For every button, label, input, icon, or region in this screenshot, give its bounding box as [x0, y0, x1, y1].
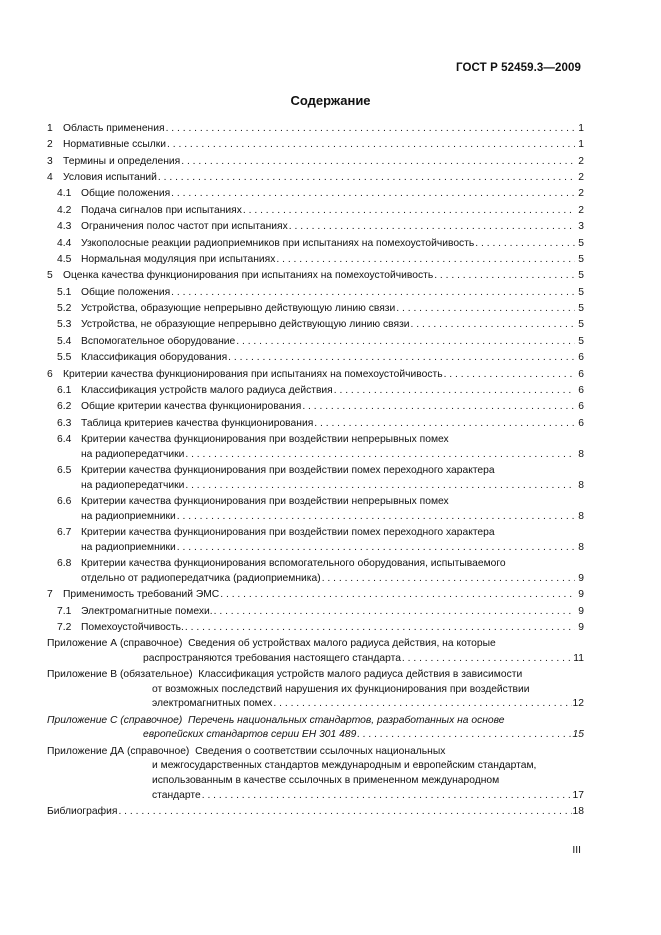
toc-entry-title: Нормальная модуляция при испытаниях	[81, 253, 276, 265]
toc-entry-title-cont: на радиоприемники	[81, 541, 176, 553]
appendix-title: электромагнитных помех	[152, 698, 273, 710]
toc-entry[interactable]	[47, 368, 584, 383]
toc-entry-page: 2	[578, 204, 584, 216]
toc-leader-dots	[302, 400, 575, 415]
toc-entry-title: Общие положения	[81, 286, 171, 298]
appendix-entry[interactable]	[47, 668, 584, 712]
appendix-title-cont	[47, 728, 584, 743]
toc-entry-number: 4.1	[57, 188, 72, 200]
toc-entry-title-cont: на радиопередатчики	[81, 448, 185, 460]
toc-entry[interactable]	[47, 187, 584, 202]
toc-entry-title: Таблица критериев качества функционирования	[81, 417, 314, 429]
toc-entry[interactable]	[47, 286, 584, 301]
toc-entry-title: Классификация оборудования	[81, 352, 228, 364]
toc-entry-page: 2	[578, 171, 584, 183]
appendix-label: Приложение ДА (справочное)	[47, 745, 196, 757]
bibliography-page: 18	[572, 806, 584, 818]
toc-entry-title: Оценка качества функционирования при испытаниях на помехоустойчивость	[63, 270, 434, 282]
toc-leader-dots	[202, 789, 572, 804]
appendix-title: и межгосударственных стандартов международным и европейским стандартам,	[152, 760, 537, 772]
appendix-title-cont	[47, 652, 584, 667]
toc-entry-number: 5.2	[57, 303, 72, 315]
appendix-title: Сведения о соответствии ссылочных национальных	[195, 745, 446, 757]
appendix-page: 12	[572, 698, 584, 710]
toc-entry[interactable]	[47, 464, 584, 479]
toc-entry-number: 2	[47, 139, 53, 151]
toc-entry-page: 6	[578, 401, 584, 413]
toc-leader-dots	[334, 384, 575, 399]
toc-entry-title: Общие положения	[81, 188, 171, 200]
toc-entry-page: 5	[578, 237, 584, 249]
toc-entry-number: 4.2	[57, 204, 72, 216]
toc-entry-number: 6.6	[57, 496, 72, 508]
toc-entry-title: Термины и определения	[63, 155, 181, 167]
toc-entry-page: 8	[578, 541, 584, 553]
toc-leader-dots	[434, 269, 575, 284]
bibliography-title: Библиография	[47, 806, 118, 818]
appendix-page: 11	[573, 652, 584, 664]
appendix-title-cont	[47, 697, 584, 712]
appendix-page: 15	[572, 729, 584, 741]
toc-entry-number: 5.3	[57, 319, 72, 331]
toc-entry-page: 8	[578, 448, 584, 460]
toc-entry[interactable]	[47, 557, 584, 572]
toc-leader-dots	[171, 187, 575, 202]
toc-entry-number: 5	[47, 270, 53, 282]
toc-entry-page: 6	[578, 385, 584, 397]
toc-entry-title: Область применения	[63, 122, 165, 134]
toc-leader-dots	[166, 122, 575, 137]
toc-entry[interactable]	[47, 335, 584, 350]
toc-entry[interactable]	[47, 220, 584, 235]
toc-entry[interactable]	[47, 138, 584, 153]
page-title: Содержание	[290, 93, 371, 108]
appendix-label: Приложение С (справочное)	[47, 714, 189, 726]
appendix-entry[interactable]	[47, 714, 584, 743]
toc-entry-page: 5	[578, 286, 584, 298]
toc-entry-title: Электромагнитные помехи.	[81, 605, 213, 617]
appendix-label: Приложение А (справочное)	[47, 638, 189, 650]
appendix-title-line	[47, 637, 584, 652]
toc-leader-dots	[444, 368, 575, 383]
toc-entry-number: 6.4	[57, 434, 72, 446]
toc-entry[interactable]	[47, 605, 584, 620]
toc-entry-title: Устройства, не образующие непрерывно действующую линию связи	[81, 319, 410, 331]
appendix-title: распространяются требования настоящего стандарта	[143, 652, 401, 664]
toc-entry-page: 9	[578, 621, 584, 633]
toc-entry[interactable]	[47, 400, 584, 415]
toc-entry[interactable]	[47, 237, 584, 252]
toc-entry-title: Применимость требований ЭМС	[63, 589, 220, 601]
appendix-title: стандарте	[152, 789, 201, 801]
toc-entry-number: 4.4	[57, 237, 72, 249]
toc-entry-page: 3	[578, 221, 584, 233]
toc-leader-dots	[322, 572, 575, 587]
toc-entry-title: Помехоустойчивость.	[81, 621, 184, 633]
toc-leader-dots	[214, 605, 575, 620]
appendix-title-line	[47, 668, 584, 683]
toc-leader-dots	[228, 351, 575, 366]
table-of-contents	[47, 120, 584, 820]
toc-entry[interactable]	[47, 417, 584, 432]
toc-entry-number: 7	[47, 589, 53, 601]
toc-entry-title: Узкополосные реакции радиоприемников при испытаниях на помехоустойчивость	[81, 237, 475, 249]
toc-entry-page: 6	[578, 368, 584, 380]
toc-entry-page: 2	[578, 188, 584, 200]
toc-entry[interactable]	[47, 155, 584, 170]
toc-entry-number: 5.1	[57, 286, 72, 298]
toc-entry-title: Критерии качества функционирования вспомогательного оборудования, испытываемого	[81, 558, 506, 570]
toc-leader-dots	[243, 204, 575, 219]
toc-leader-dots	[171, 286, 575, 301]
appendix-title: использованным в качестве ссылочных в примененном международном	[152, 775, 500, 787]
toc-entry-number: 3	[47, 155, 53, 167]
toc-entry-number: 4	[47, 171, 53, 183]
appendix-title: от возможных последствий нарушения их функционирования при воздействии	[152, 683, 530, 695]
toc-entry-page: 9	[578, 605, 584, 617]
toc-leader-dots	[411, 318, 575, 333]
toc-entry[interactable]	[47, 204, 584, 219]
toc-entry-page: 1	[578, 122, 584, 134]
toc-entry[interactable]	[47, 526, 584, 541]
appendix-title-cont	[47, 774, 584, 789]
toc-entry[interactable]	[47, 433, 584, 448]
toc-entry[interactable]	[47, 171, 584, 186]
toc-entry-title: Вспомогательное оборудование	[81, 335, 236, 347]
toc-leader-dots	[276, 253, 575, 268]
toc-leader-dots	[402, 652, 572, 667]
toc-leader-dots	[177, 510, 575, 525]
toc-entry-number: 6.5	[57, 465, 72, 477]
appendix-title: Классификация устройств малого радиуса действия в зависимости	[198, 669, 523, 681]
toc-entry-number: 1	[47, 122, 53, 134]
toc-entry[interactable]	[47, 621, 584, 636]
toc-entry[interactable]	[47, 122, 584, 137]
toc-entry-continuation	[47, 572, 584, 587]
toc-entry-continuation	[47, 448, 584, 463]
toc-entry-page: 1	[578, 139, 584, 151]
toc-entry-page: 9	[578, 589, 584, 601]
toc-leader-dots	[185, 621, 575, 636]
toc-entry-page: 6	[578, 417, 584, 429]
toc-entry-title: Нормативные ссылки	[63, 139, 167, 151]
toc-entry[interactable]	[47, 269, 584, 284]
toc-entry-number: 5.4	[57, 335, 72, 347]
toc-entry[interactable]	[47, 318, 584, 333]
toc-entry-number: 6.8	[57, 558, 72, 570]
appendix-entry[interactable]	[47, 745, 584, 803]
toc-entry[interactable]	[47, 384, 584, 399]
toc-leader-dots	[314, 417, 575, 432]
toc-entry-continuation	[47, 510, 584, 525]
toc-entry[interactable]	[47, 302, 584, 317]
toc-leader-dots	[475, 237, 575, 252]
appendix-title-cont	[47, 683, 584, 698]
toc-entry-number: 7.2	[57, 621, 72, 633]
toc-entry[interactable]	[47, 253, 584, 268]
toc-leader-dots	[396, 302, 575, 317]
toc-entry-page: 5	[578, 270, 584, 282]
toc-entry-title-cont: отдельно от радиопередатчика (радиоприемника)	[81, 572, 321, 584]
toc-entry[interactable]	[47, 495, 584, 510]
toc-entry-page: 5	[578, 253, 584, 265]
toc-entry-title: Устройства, образующие непрерывно действующую линию связи	[81, 303, 396, 315]
appendix-page: 17	[572, 789, 584, 801]
toc-leader-dots	[118, 805, 571, 820]
toc-entry-number: 4.5	[57, 253, 72, 265]
toc-entry-page: 5	[578, 319, 584, 331]
toc-entry-number: 5.5	[57, 352, 72, 364]
toc-entry-number: 6.1	[57, 385, 72, 397]
toc-leader-dots	[185, 479, 575, 494]
toc-entry-page: 8	[578, 510, 584, 522]
toc-entry-title: Общие критерии качества функционирования	[81, 401, 302, 413]
toc-entry-continuation	[47, 479, 584, 494]
toc-entry-title: Критерии качества функционирования при воздействии непрерывных помех	[81, 496, 449, 508]
toc-entry-title: Подача сигналов при испытаниях	[81, 204, 242, 216]
bibliography-entry[interactable]	[47, 805, 584, 820]
toc-entry-title: Классификация устройств малого радиуса действия	[81, 385, 333, 397]
toc-leader-dots	[185, 448, 575, 463]
toc-entry-title: Критерии качества функционирования при испытаниях на помехоустойчивость	[63, 368, 443, 380]
toc-entry-number: 6.3	[57, 417, 72, 429]
toc-entry-page: 5	[578, 335, 584, 347]
toc-entry-title: Условия испытаний	[63, 171, 157, 183]
toc-entry[interactable]	[47, 351, 584, 366]
toc-entry[interactable]	[47, 588, 584, 603]
toc-entry-number: 7.1	[57, 605, 72, 617]
toc-entry-continuation	[47, 541, 584, 556]
appendix-entry[interactable]	[47, 637, 584, 666]
toc-entry-number: 6	[47, 368, 53, 380]
toc-entry-page: 8	[578, 479, 584, 491]
toc-entry-number: 4.3	[57, 221, 72, 233]
toc-entry-title-cont: на радиоприемники	[81, 510, 176, 522]
toc-entry-title: Критерии качества функционирования при воздействии помех переходного характера	[81, 465, 495, 477]
toc-leader-dots	[273, 697, 571, 712]
toc-entry-page: 2	[578, 155, 584, 167]
toc-leader-dots	[181, 155, 575, 170]
toc-entry-title-cont: на радиопередатчики	[81, 479, 185, 491]
toc-entry-page: 6	[578, 352, 584, 364]
appendix-title-line	[47, 745, 584, 760]
toc-entry-number: 6.2	[57, 401, 72, 413]
appendix-title: Сведения об устройствах малого радиуса действия, на которые	[188, 638, 496, 650]
appendix-label: Приложение В (обязательное)	[47, 669, 199, 681]
toc-leader-dots	[220, 588, 575, 603]
toc-leader-dots	[236, 335, 575, 350]
appendix-title: европейских стандартов серии ЕН 301 489	[143, 729, 357, 741]
page-number: III	[572, 845, 581, 856]
appendix-title: Перечень национальных стандартов, разработанных на основе	[188, 714, 505, 726]
document-code: ГОСТ Р 52459.3—2009	[456, 62, 581, 74]
toc-entry-title: Критерии качества функционирования при воздействии непрерывных помех	[81, 434, 449, 446]
toc-entry-page: 5	[578, 303, 584, 315]
toc-entry-title: Ограничения полос частот при испытаниях	[81, 221, 288, 233]
toc-entry-title: Критерии качества функционирования при воздействии помех переходного характера	[81, 527, 495, 539]
appendix-title-cont	[47, 789, 584, 804]
toc-entry-page: 9	[578, 572, 584, 584]
appendix-title-line	[47, 714, 584, 729]
toc-leader-dots	[158, 171, 575, 186]
appendix-title-cont	[47, 759, 584, 774]
toc-leader-dots	[289, 220, 575, 235]
toc-leader-dots	[167, 138, 575, 153]
toc-leader-dots	[177, 541, 575, 556]
toc-entry-number: 6.7	[57, 527, 72, 539]
toc-leader-dots	[357, 728, 571, 743]
